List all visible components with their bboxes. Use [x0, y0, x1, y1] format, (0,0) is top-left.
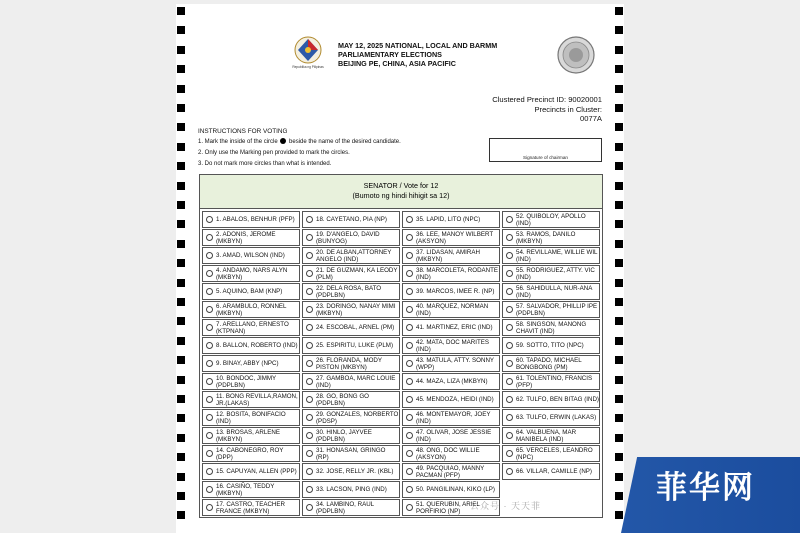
candidate-entry[interactable]	[402, 337, 500, 354]
vote-oval-icon[interactable]	[506, 234, 513, 241]
candidate-entry[interactable]	[402, 283, 500, 300]
timing-mark	[177, 337, 185, 345]
timing-mark	[177, 162, 185, 170]
candidate-column	[401, 211, 501, 517]
candidate-entry[interactable]	[302, 211, 400, 228]
candidate-name: 55. RODRIGUEZ, ATTY. VIC (IND)	[516, 266, 595, 281]
vote-oval-icon[interactable]	[206, 234, 213, 241]
candidate-entry[interactable]	[302, 355, 400, 372]
vote-oval-icon[interactable]	[506, 306, 513, 313]
vote-oval-icon[interactable]	[206, 306, 213, 313]
candidate-name: 9. BINAY, ABBY (NPC)	[216, 360, 279, 367]
candidate-entry[interactable]	[502, 373, 600, 390]
candidate-name: 35. LAPID, LITO (NPC)	[416, 216, 481, 223]
candidate-entry[interactable]	[202, 409, 300, 426]
vote-oval-icon[interactable]	[306, 216, 313, 223]
candidate-entry[interactable]	[502, 265, 600, 282]
candidate-entry[interactable]	[302, 463, 400, 480]
vote-oval-icon[interactable]	[506, 342, 513, 349]
senator-contest	[199, 174, 603, 518]
seal-caption: Republika ng Pilipinas	[292, 65, 324, 69]
candidate-name: 23. DORINGO, NANAY MIMI (MKBYN)	[316, 302, 396, 317]
candidate-columns	[200, 209, 602, 517]
candidate-entry[interactable]	[402, 265, 500, 282]
timing-mark	[615, 376, 623, 384]
timing-mark	[615, 492, 623, 500]
candidate-entry[interactable]	[302, 373, 400, 390]
vote-oval-icon[interactable]	[406, 378, 413, 385]
vote-oval-icon[interactable]	[206, 288, 213, 295]
candidate-entry[interactable]	[302, 301, 400, 318]
candidate-name: 48. ONG, DOC WILLIE (AKSYON)	[416, 446, 480, 461]
candidate-name: 59. SOTTO, TITO (NPC)	[516, 342, 584, 349]
timing-mark	[615, 279, 623, 287]
vote-oval-icon[interactable]	[206, 504, 213, 511]
candidate-entry[interactable]	[402, 301, 500, 318]
timing-mark	[177, 259, 185, 267]
timing-mark	[615, 104, 623, 112]
timing-mark	[615, 7, 623, 15]
vote-oval-icon[interactable]	[306, 378, 313, 385]
candidate-entry[interactable]	[402, 319, 500, 336]
candidate-entry[interactable]	[202, 265, 300, 282]
candidate-entry[interactable]	[202, 283, 300, 300]
candidate-name: 28. GO, BONG GO (PDPLBN)	[316, 392, 369, 407]
candidate-entry[interactable]	[302, 229, 400, 246]
candidate-name: 6. ARAMBULO, RONNEL (MKBYN)	[216, 302, 287, 317]
candidate-entry[interactable]	[502, 283, 600, 300]
candidate-entry[interactable]	[402, 211, 500, 228]
timing-mark	[177, 46, 185, 54]
candidate-entry[interactable]	[302, 409, 400, 426]
candidate-name: 63. TULFO, ERWIN (LAKAS)	[516, 414, 597, 421]
vote-oval-icon[interactable]	[406, 216, 413, 223]
candidate-entry[interactable]	[502, 211, 600, 228]
candidate-column	[301, 211, 401, 517]
election-header	[338, 41, 558, 68]
timing-mark	[177, 7, 185, 15]
vote-oval-icon[interactable]	[506, 360, 513, 367]
candidate-entry[interactable]	[202, 445, 300, 462]
vote-oval-icon[interactable]	[406, 342, 413, 349]
vote-oval-icon[interactable]	[506, 252, 513, 259]
timing-mark	[615, 473, 623, 481]
timing-mark	[177, 123, 185, 131]
vote-oval-icon[interactable]	[406, 468, 413, 475]
timing-mark	[615, 453, 623, 461]
candidate-name: 26. FLORANDA, MODY PISTON (MKBYN)	[316, 356, 382, 371]
candidate-entry[interactable]	[502, 427, 600, 444]
timing-mark	[615, 220, 623, 228]
candidate-name: 41. MARTINEZ, ERIC (IND)	[416, 324, 493, 331]
vote-oval-icon[interactable]	[306, 252, 313, 259]
candidate-name: 52. QUIBOLOY, APOLLO (IND)	[516, 212, 586, 227]
candidate-name: 15. CAPUYAN, ALLEN (PPP)	[216, 468, 297, 475]
candidate-name: 60. TAPADO, MICHAEL BONGBONG (PM)	[516, 356, 582, 371]
timing-mark	[177, 26, 185, 34]
candidate-entry[interactable]	[502, 337, 600, 354]
candidate-name: 37. LIDASAN, AMIRAH (MKBYN)	[416, 248, 480, 263]
vote-oval-icon[interactable]	[406, 486, 413, 493]
candidate-name: 30. HINLO, JAYVEE (PDPLBN)	[316, 428, 372, 443]
candidate-name: 4. ANDAMO, NARS ALYN (MKBYN)	[216, 266, 288, 281]
vote-oval-icon[interactable]	[206, 342, 213, 349]
timing-mark	[177, 65, 185, 73]
timing-mark	[615, 201, 623, 209]
timing-mark	[615, 356, 623, 364]
candidate-name: 46. MONTEMAYOR, JOEY (IND)	[416, 410, 491, 425]
candidate-entry[interactable]	[402, 247, 500, 264]
candidate-entry[interactable]	[202, 301, 300, 318]
vote-oval-icon[interactable]	[406, 450, 413, 457]
contest-header	[200, 175, 602, 209]
instructions-title: INSTRUCTIONS FOR VOTING	[198, 128, 288, 135]
vote-oval-icon[interactable]	[506, 468, 513, 475]
vote-oval-icon[interactable]	[206, 396, 213, 403]
candidate-name: 50. PANGILINAN, KIKO (LP)	[416, 486, 495, 493]
candidate-entry[interactable]	[402, 355, 500, 372]
contest-title: SENATOR / Vote for 12	[363, 181, 439, 190]
candidate-name: 24. ESCOBAL, ARNEL (PM)	[316, 324, 395, 331]
candidate-entry[interactable]	[502, 355, 600, 372]
candidate-entry[interactable]	[402, 373, 500, 390]
vote-oval-icon[interactable]	[406, 252, 413, 259]
candidate-entry[interactable]	[302, 391, 400, 408]
timing-mark	[177, 279, 185, 287]
candidate-name: 64. VALBUENA, MAR MANIBELA (IND)	[516, 428, 577, 443]
vote-oval-icon[interactable]	[406, 396, 413, 403]
comelec-seal-icon	[557, 36, 595, 74]
candidate-entry[interactable]	[502, 319, 600, 336]
vote-oval-icon[interactable]	[506, 324, 513, 331]
candidate-name: 3. AMAD, WILSON (IND)	[216, 252, 285, 259]
timing-mark	[615, 85, 623, 93]
candidate-entry[interactable]	[202, 247, 300, 264]
timing-mark	[615, 395, 623, 403]
timing-mark	[615, 26, 623, 34]
candidate-name: 58. SINGSON, MANONG CHAVIT (IND)	[516, 320, 587, 335]
timing-mark	[177, 453, 185, 461]
candidate-name: 17. CASTRO, TEACHER FRANCE (MKBYN)	[216, 500, 285, 515]
vote-oval-icon[interactable]	[206, 450, 213, 457]
timing-mark	[177, 143, 185, 151]
candidate-name: 33. LACSON, PING (IND)	[316, 486, 387, 493]
vote-oval-icon[interactable]	[306, 234, 313, 241]
vote-oval-icon[interactable]	[206, 414, 213, 421]
candidate-name: 13. BROSAS, ARLENE (MKBYN)	[216, 428, 280, 443]
candidate-name: 27. GAMBOA, MARC LOUIE (IND)	[316, 374, 396, 389]
timing-mark	[615, 240, 623, 248]
candidate-entry[interactable]	[502, 463, 600, 480]
candidate-entry[interactable]	[402, 229, 500, 246]
site-badge-text: 菲华网	[656, 470, 755, 506]
timing-mark	[177, 473, 185, 481]
candidate-name: 32. JOSE, RELLY JR. (KBL)	[316, 468, 394, 475]
vote-oval-icon[interactable]	[306, 396, 313, 403]
timing-mark	[615, 259, 623, 267]
candidate-name: 43. MATULA, ATTY. SONNY (WPP)	[416, 356, 494, 371]
header-line-2: PARLIAMENTARY ELECTIONS	[338, 50, 442, 59]
candidate-entry[interactable]	[302, 337, 400, 354]
candidate-entry[interactable]	[202, 499, 300, 516]
precinct-cluster-label: Precincts in Cluster:	[534, 104, 602, 114]
vote-oval-icon[interactable]	[406, 504, 413, 511]
vote-oval-icon[interactable]	[206, 324, 213, 331]
vote-oval-icon[interactable]	[206, 468, 213, 475]
timing-marks-left	[177, 4, 185, 533]
timing-mark	[177, 201, 185, 209]
timing-mark	[615, 337, 623, 345]
candidate-name: 25. ESPIRITU, LUKE (PLM)	[316, 342, 394, 349]
candidate-entry[interactable]	[202, 229, 300, 246]
candidate-name: 61. TOLENTINO, FRANCIS (PFP)	[516, 374, 593, 389]
instruction-step-1: 1. Mark the inside of the circle beside the name of the desired candidate.	[198, 139, 401, 145]
candidate-entry[interactable]	[402, 463, 500, 480]
vote-oval-icon[interactable]	[306, 414, 313, 421]
vote-oval-icon[interactable]	[406, 234, 413, 241]
candidate-column	[501, 211, 601, 517]
vote-oval-icon[interactable]	[206, 216, 213, 223]
vote-oval-icon[interactable]	[406, 288, 413, 295]
timing-mark	[615, 65, 623, 73]
candidate-entry[interactable]	[202, 319, 300, 336]
timing-mark	[177, 492, 185, 500]
candidate-name: 8. BALLON, ROBERTO (IND)	[216, 342, 298, 349]
candidate-name: 16. CASIÑO, TEDDY (MKBYN)	[216, 482, 275, 497]
candidate-entry[interactable]	[202, 427, 300, 444]
header-line-1: MAY 12, 2025 NATIONAL, LOCAL AND BARMM	[338, 41, 498, 50]
candidate-name: 2. ADONIS, JEROME (MKBYN)	[216, 230, 276, 245]
candidate-entry[interactable]	[502, 445, 600, 462]
candidate-name: 34. LAMBINO, RAUL (PDPLBN)	[316, 500, 374, 515]
candidate-name: 20. DE ALBAN,ATTORNEY ANGELO (IND)	[316, 248, 392, 263]
candidate-column	[201, 211, 301, 517]
candidate-name: 47. OLIVAR, JOSE JESSIE (IND)	[416, 428, 492, 443]
timing-mark	[177, 85, 185, 93]
candidate-name: 57. SALVADOR, PHILLIP IPE (PDPLBN)	[516, 302, 598, 317]
candidate-entry[interactable]	[202, 337, 300, 354]
candidate-entry[interactable]	[202, 481, 300, 498]
timing-mark	[177, 434, 185, 442]
vote-oval-icon[interactable]	[406, 324, 413, 331]
instruction-step-2: 2. Only use the Marking pen provided to mark the circles.	[198, 150, 350, 156]
vote-oval-icon[interactable]	[506, 450, 513, 457]
candidate-name: 29. GONZALES, NORBERTO (PDSP)	[316, 410, 399, 425]
precinct-id: Clustered Precinct ID: 90020001	[492, 95, 602, 104]
vote-oval-icon[interactable]	[306, 342, 313, 349]
vote-oval-icon[interactable]	[206, 360, 213, 367]
vote-oval-icon[interactable]	[206, 252, 213, 259]
candidate-name: 1. ABALOS, BENHUR (PFP)	[216, 216, 295, 223]
candidate-entry[interactable]	[302, 427, 400, 444]
timing-mark	[177, 395, 185, 403]
wechat-watermark: 公众号 · 天天菲	[470, 501, 541, 511]
vote-oval-icon[interactable]	[406, 414, 413, 421]
vote-oval-icon[interactable]	[206, 486, 213, 493]
candidate-name: 21. DE GUZMAN, KA LEODY (PLM)	[316, 266, 398, 281]
vote-oval-icon[interactable]	[306, 360, 313, 367]
timing-mark	[177, 317, 185, 325]
candidate-entry[interactable]	[302, 481, 400, 498]
vote-oval-icon[interactable]	[306, 486, 313, 493]
candidate-name: 56. SAHIDULLA, NUR-ANA (IND)	[516, 284, 592, 299]
candidate-name: 62. TULFO, BEN BITAG (IND)	[516, 396, 599, 403]
candidate-name: 51. QUERUBIN, ARIEL PORFIRIO (NP)	[416, 500, 480, 515]
timing-mark	[615, 511, 623, 519]
vote-oval-icon[interactable]	[306, 468, 313, 475]
candidate-entry[interactable]	[402, 445, 500, 462]
candidate-entry[interactable]	[402, 481, 500, 498]
vote-oval-icon[interactable]	[506, 414, 513, 421]
timing-mark	[177, 376, 185, 384]
timing-mark	[177, 182, 185, 190]
timing-mark	[615, 143, 623, 151]
candidate-entry[interactable]	[202, 211, 300, 228]
vote-oval-icon[interactable]	[206, 270, 213, 277]
timing-mark	[177, 356, 185, 364]
precinct-cluster-value: 0077A	[580, 114, 602, 123]
precinct-info	[440, 95, 602, 124]
timing-mark	[615, 414, 623, 422]
timing-mark	[615, 162, 623, 170]
header-line-3: BEIJING PE, CHINA, ASIA PACIFIC	[338, 59, 456, 68]
candidate-name: 49. PACQUIAO, MANNY PACMAN (PFP)	[416, 464, 485, 479]
filled-circle-icon	[280, 138, 286, 144]
timing-mark	[177, 104, 185, 112]
candidate-name: 18. CAYETANO, PIA (NP)	[316, 216, 387, 223]
vote-oval-icon[interactable]	[406, 306, 413, 313]
candidate-name: 7. ARELLANO, ERNESTO (KTPNAN)	[216, 320, 289, 335]
voting-instructions	[198, 127, 488, 170]
candidate-name: 10. BONDOC, JIMMY (PDPLBN)	[216, 374, 277, 389]
vote-oval-icon[interactable]	[306, 324, 313, 331]
vote-oval-icon[interactable]	[306, 504, 313, 511]
vote-oval-icon[interactable]	[306, 450, 313, 457]
instruction-step-3: 3. Do not mark more circles than what is intended.	[198, 161, 332, 167]
candidate-entry[interactable]	[402, 391, 500, 408]
candidate-name: 42. MATA, DOC MARITES (IND)	[416, 338, 489, 353]
timing-mark	[615, 182, 623, 190]
candidate-name: 19. D'ANGELO, DAVID (BUNYOG)	[316, 230, 380, 245]
vote-oval-icon[interactable]	[506, 216, 513, 223]
candidate-entry[interactable]	[502, 409, 600, 426]
candidate-name: 39. MARCOS, IMEE R. (NP)	[416, 288, 495, 295]
candidate-entry[interactable]	[302, 247, 400, 264]
vote-oval-icon[interactable]	[306, 288, 313, 295]
timing-mark	[177, 298, 185, 306]
timing-mark	[615, 317, 623, 325]
candidate-name: 65. VERCELES, LEANDRO (NPC)	[516, 446, 593, 461]
timing-mark	[177, 240, 185, 248]
vote-oval-icon[interactable]	[506, 288, 513, 295]
vote-oval-icon[interactable]	[406, 270, 413, 277]
candidate-name: 38. MARCOLETA, RODANTE (IND)	[416, 266, 499, 281]
candidate-name: 14. CABONEGRO, ROY (DPP)	[216, 446, 284, 461]
candidate-entry[interactable]	[402, 409, 500, 426]
candidate-entry[interactable]	[302, 265, 400, 282]
candidate-name: 5. AQUINO, BAM (KNP)	[216, 288, 283, 295]
vote-oval-icon[interactable]	[306, 306, 313, 313]
timing-mark	[177, 220, 185, 228]
candidate-entry[interactable]	[302, 283, 400, 300]
candidate-entry[interactable]	[402, 427, 500, 444]
signature-box	[489, 138, 602, 162]
timing-marks-right	[615, 4, 623, 533]
vote-oval-icon[interactable]	[406, 360, 413, 367]
philippine-seal-icon	[288, 34, 328, 70]
vote-oval-icon[interactable]	[206, 432, 213, 439]
candidate-entry[interactable]	[302, 499, 400, 516]
vote-oval-icon[interactable]	[206, 378, 213, 385]
timing-mark	[177, 414, 185, 422]
candidate-entry[interactable]	[302, 445, 400, 462]
vote-oval-icon[interactable]	[306, 432, 313, 439]
candidate-name: 40. MARQUEZ, NORMAN (IND)	[416, 302, 489, 317]
candidate-entry[interactable]	[502, 391, 600, 408]
candidate-entry[interactable]	[502, 247, 600, 264]
candidate-entry[interactable]	[502, 229, 600, 246]
candidate-entry[interactable]	[202, 391, 300, 408]
candidate-name: 12. BOSITA, BONIFACIO (IND)	[216, 410, 286, 425]
candidate-entry[interactable]	[202, 463, 300, 480]
candidate-name: 53. RAMOS, DANILO (MKBYN)	[516, 230, 576, 245]
vote-oval-icon[interactable]	[506, 396, 513, 403]
contest-subtitle: (Bumoto ng hindi hihigit sa 12)	[352, 191, 450, 200]
vote-oval-icon[interactable]	[506, 270, 513, 277]
candidate-entry[interactable]	[202, 355, 300, 372]
timing-mark	[615, 298, 623, 306]
vote-oval-icon[interactable]	[306, 270, 313, 277]
candidate-entry[interactable]	[202, 373, 300, 390]
timing-mark	[177, 511, 185, 519]
candidate-name: 11. BONG REVILLA,RAMON, JR.(LAKAS)	[216, 392, 298, 407]
candidate-name: 22. DELA ROSA, BATO (PDPLBN)	[316, 284, 382, 299]
candidate-entry[interactable]	[302, 319, 400, 336]
timing-mark	[615, 434, 623, 442]
vote-oval-icon[interactable]	[506, 378, 513, 385]
timing-mark	[615, 123, 623, 131]
candidate-name: 66. VILLAR, CAMILLE (NP)	[516, 468, 592, 475]
candidate-name: 45. MENDOZA, HEIDI (IND)	[416, 396, 494, 403]
candidate-name: 31. HONASAN, GRINGO (RP)	[316, 446, 386, 461]
candidate-entry[interactable]	[502, 301, 600, 318]
signature-label: Signature of chairman	[523, 155, 568, 160]
candidate-name: 36. LEE, MANOY WILBERT (AKSYON)	[416, 230, 494, 245]
candidate-name: 54. REVILLAME, WILLIE WIL (IND)	[516, 248, 598, 263]
vote-oval-icon[interactable]	[506, 432, 513, 439]
timing-mark	[615, 46, 623, 54]
candidate-name: 44. MAZA, LIZA (MKBYN)	[416, 378, 488, 385]
vote-oval-icon[interactable]	[406, 432, 413, 439]
